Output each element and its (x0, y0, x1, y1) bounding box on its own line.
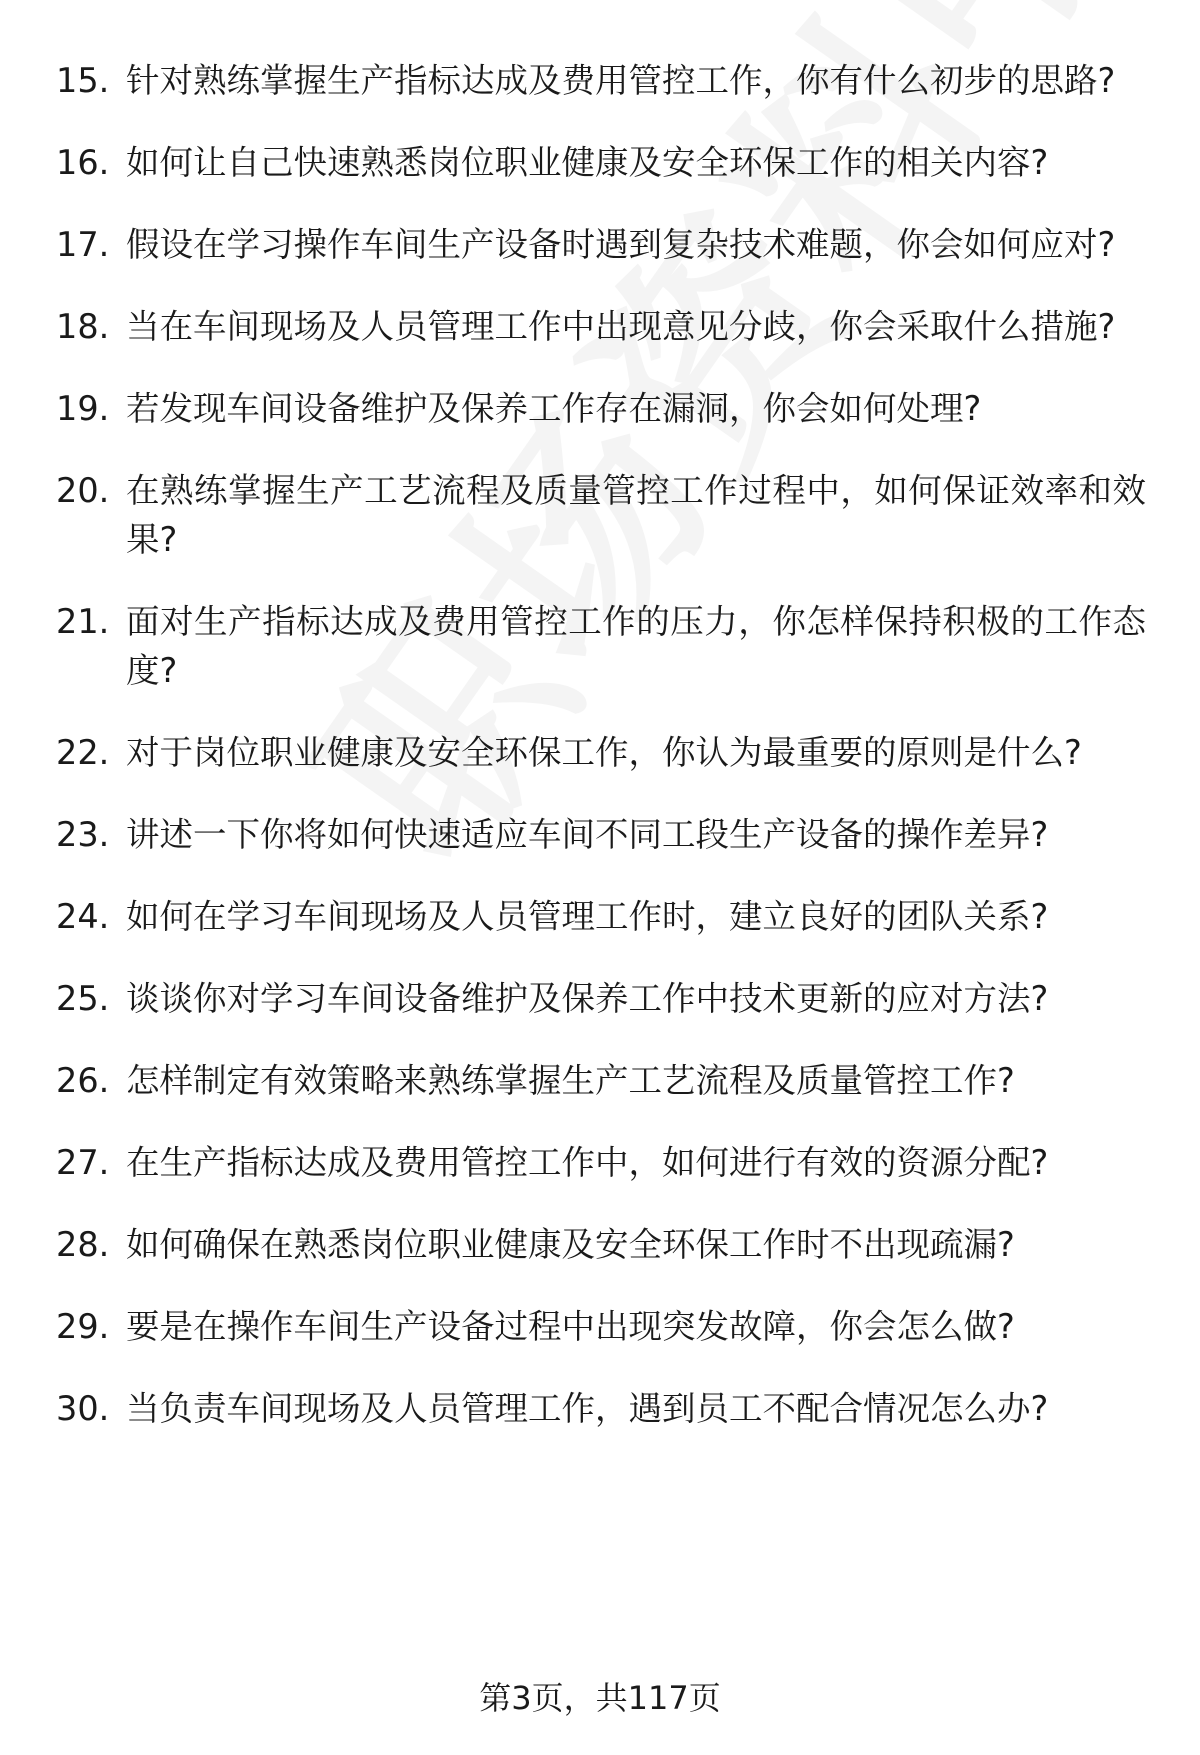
question-text: 要是在操作车间生产设备过程中出现突发故障，你会怎么做? (126, 1307, 1015, 1346)
question-list (56, 56, 1146, 1466)
question-text: 若发现车间设备维护及保养工作存在漏洞，你会如何处理? (126, 389, 982, 428)
question-number: 15. (56, 61, 110, 100)
question-text: 怎样制定有效策略来熟练掌握生产工艺流程及质量管控工作? (126, 1061, 1015, 1100)
question-text: 假设在学习操作车间生产设备时遇到复杂技术难题，你会如何应对? (126, 225, 1116, 264)
question-text: 对于岗位职业健康及安全环保工作，你认为最重要的原则是什么? (126, 733, 1082, 772)
question-number: 20. (56, 471, 110, 510)
page-indicator: 第3页，共117页 (479, 1679, 721, 1717)
question-text: 如何在学习车间现场及人员管理工作时，建立良好的团队关系? (126, 897, 1049, 936)
list-item (56, 892, 1146, 941)
question-text: 面对生产指标达成及费用管控工作的压力，你怎样保持积极的工作态度? (126, 602, 1146, 690)
question-number: 22. (56, 733, 110, 772)
question-number: 21. (56, 602, 110, 641)
question-text: 讲述一下你将如何快速适应车间不同工段生产设备的操作差异? (126, 815, 1049, 854)
list-item (56, 1384, 1146, 1433)
list-item (56, 974, 1146, 1023)
list-item (56, 384, 1146, 433)
question-text: 如何让自己快速熟悉岗位职业健康及安全环保工作的相关内容? (126, 143, 1049, 182)
list-item (56, 56, 1146, 105)
question-number: 29. (56, 1307, 110, 1346)
list-item (56, 220, 1146, 269)
list-item (56, 1220, 1146, 1269)
question-number: 30. (56, 1389, 110, 1428)
question-text: 当在车间现场及人员管理工作中出现意见分歧，你会采取什么措施? (126, 307, 1116, 346)
list-item (56, 466, 1146, 564)
question-number: 16. (56, 143, 110, 182)
list-item (56, 597, 1146, 695)
question-number: 24. (56, 897, 110, 936)
question-text: 谈谈你对学习车间设备维护及保养工作中技术更新的应对方法? (126, 979, 1049, 1018)
list-item (56, 138, 1146, 187)
list-item (56, 728, 1146, 777)
list-item (56, 302, 1146, 351)
question-number: 19. (56, 389, 110, 428)
question-text: 如何确保在熟悉岗位职业健康及安全环保工作时不出现疏漏? (126, 1225, 1015, 1264)
question-number: 17. (56, 225, 110, 264)
question-number: 27. (56, 1143, 110, 1182)
list-item (56, 1138, 1146, 1187)
question-number: 26. (56, 1061, 110, 1100)
list-item (56, 1302, 1146, 1351)
question-number: 18. (56, 307, 110, 346)
list-item (56, 1056, 1146, 1105)
question-number: 23. (56, 815, 110, 854)
question-text: 针对熟练掌握生产指标达成及费用管控工作，你有什么初步的思路? (126, 61, 1116, 100)
question-text: 在生产指标达成及费用管控工作中，如何进行有效的资源分配? (126, 1143, 1049, 1182)
question-text: 在熟练掌握生产工艺流程及质量管控工作过程中，如何保证效率和效果? (126, 471, 1146, 559)
question-number: 25. (56, 979, 110, 1018)
question-number: 28. (56, 1225, 110, 1264)
question-text: 当负责车间现场及人员管理工作，遇到员工不配合情况怎么办? (126, 1389, 1049, 1428)
list-item (56, 810, 1146, 859)
